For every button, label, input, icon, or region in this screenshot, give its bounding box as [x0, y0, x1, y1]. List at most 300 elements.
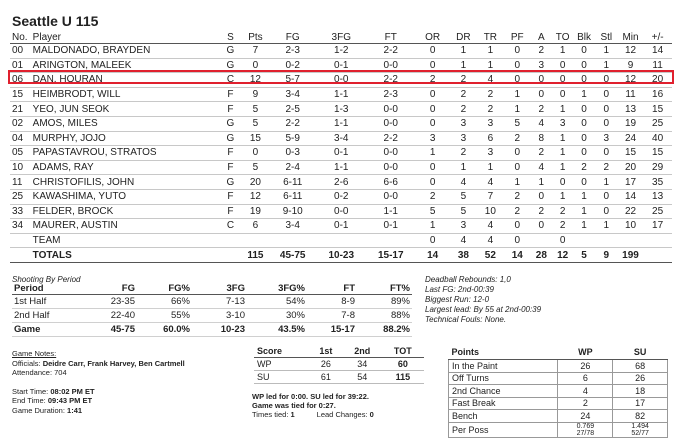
player-name: PAPASTAVROU, STRATOS: [32, 146, 219, 161]
stat-cell: 1: [477, 44, 504, 59]
per-poss-su: [613, 422, 668, 437]
stat-cell: 0-0: [366, 160, 415, 175]
stat-cell: [531, 233, 552, 248]
stat-cell: 15: [10, 87, 32, 102]
stat-cell: 0: [531, 73, 552, 88]
col-header: TR: [477, 31, 504, 44]
totals-cell: 199: [618, 248, 643, 263]
stat-cell: 2: [504, 131, 531, 146]
points-row: [449, 360, 668, 373]
stat-cell: [242, 233, 269, 248]
stat-cell: G: [219, 44, 242, 59]
stat-cell: 6-11: [269, 175, 316, 190]
stat-cell: 11: [618, 87, 643, 102]
stat-cell: 4: [450, 233, 477, 248]
stat-cell: 0: [415, 175, 449, 190]
per-poss-wp: [558, 422, 613, 437]
points-cell: 4: [558, 385, 613, 398]
stat-cell: 0: [595, 189, 618, 204]
stat-cell: 0: [552, 87, 573, 102]
stat-cell: 1: [504, 175, 531, 190]
stat-cell: 0: [504, 219, 531, 234]
points-label: Off Turns: [449, 372, 558, 385]
box-score-header-row: [10, 31, 672, 44]
points-cell: 18: [613, 385, 668, 398]
totals-cell: 28: [531, 248, 552, 263]
player-row: [10, 219, 672, 234]
stat-cell: 1: [531, 175, 552, 190]
stat-cell: 0-0: [366, 146, 415, 161]
stat-cell: 34: [10, 219, 32, 234]
stat-cell: 4: [477, 175, 504, 190]
stat-cell: 1-1: [316, 116, 366, 131]
stat-cell: 15: [643, 102, 672, 117]
shooting-cell: 88.2%: [357, 323, 412, 337]
col-header: Pts: [242, 31, 269, 44]
stat-cell: 0: [415, 58, 449, 73]
per-poss-wp-ratio: 0.769: [576, 422, 595, 430]
player-name: ADAMS, RAY: [32, 160, 219, 175]
stat-cell: 35: [643, 175, 672, 190]
stat-cell: 2-5: [269, 102, 316, 117]
lead-line-1: WP led for 0:00. SU led for 39:22.: [252, 392, 369, 401]
stat-cell: 2: [415, 73, 449, 88]
stat-cell: 1: [552, 160, 573, 175]
stat-cell: 19: [242, 204, 269, 219]
stat-cell: 5: [450, 204, 477, 219]
stat-cell: 1: [415, 219, 449, 234]
stat-cell: 0: [415, 87, 449, 102]
stat-cell: 7: [477, 189, 504, 204]
points-cell: 6: [558, 372, 613, 385]
stat-cell: 6-6: [366, 175, 415, 190]
stat-cell: 1: [552, 189, 573, 204]
team-title: Seattle U 115: [12, 13, 99, 29]
shooting-by-period-table: [12, 283, 412, 337]
stat-cell: 4: [477, 73, 504, 88]
stat-cell: 1: [595, 44, 618, 59]
stat-cell: 2: [450, 73, 477, 88]
stat-cell: 3: [450, 116, 477, 131]
stat-cell: [643, 233, 672, 248]
stat-cell: [595, 233, 618, 248]
stat-cell: 15: [643, 146, 672, 161]
stat-cell: G: [219, 175, 242, 190]
points-cell: 2: [558, 397, 613, 410]
stat-cell: 1: [552, 131, 573, 146]
col-header: 3FG: [316, 31, 366, 44]
per-poss-su-ratio: 1.494: [631, 422, 649, 430]
stat-cell: 1: [573, 189, 594, 204]
totals-cell: 38: [450, 248, 477, 263]
player-row: [10, 204, 672, 219]
stat-cell: 0: [415, 160, 449, 175]
stat-cell: 0-0: [366, 58, 415, 73]
totals-cell: [643, 248, 672, 263]
col-header: Player: [32, 31, 219, 44]
player-row: [10, 87, 672, 102]
stat-cell: 0-0: [366, 189, 415, 204]
stat-cell: 0: [573, 175, 594, 190]
start-time-line: [12, 387, 185, 397]
col-header: Blk: [573, 31, 594, 44]
stat-cell: 12: [618, 44, 643, 59]
col-header: 2nd: [343, 345, 382, 358]
stat-cell: 0-1: [316, 58, 366, 73]
stat-cell: C: [219, 73, 242, 88]
stat-cell: 2-2: [366, 44, 415, 59]
stat-cell: 0: [242, 146, 269, 161]
stat-cell: 1: [595, 58, 618, 73]
col-header: FG%: [137, 283, 192, 295]
stat-cell: 4: [477, 219, 504, 234]
stat-cell: 5: [450, 189, 477, 204]
totals-cell: 12: [552, 248, 573, 263]
stat-cell: 9: [242, 87, 269, 102]
stat-cell: F: [219, 146, 242, 161]
stat-cell: [316, 233, 366, 248]
stat-cell: F: [219, 87, 242, 102]
stat-cell: 2: [595, 160, 618, 175]
stat-cell: 0: [504, 58, 531, 73]
stat-cell: 2: [531, 102, 552, 117]
stat-cell: 12: [618, 73, 643, 88]
stat-cell: F: [219, 204, 242, 219]
col-header: Min: [618, 31, 643, 44]
stat-cell: 2: [552, 204, 573, 219]
stat-cell: 05: [10, 146, 32, 161]
score-by-half-table: [254, 345, 424, 384]
player-row: [10, 44, 672, 59]
points-label: Fast Break: [449, 397, 558, 410]
col-header: Stl: [595, 31, 618, 44]
player-name: KAWASHIMA, YUTO: [32, 189, 219, 204]
points-label: In the Paint: [449, 360, 558, 373]
stat-cell: 1: [477, 58, 504, 73]
last-fg: Last FG: 2nd-00:39: [425, 285, 494, 294]
per-poss-label: Per Poss: [449, 422, 558, 437]
stat-cell: 10: [618, 219, 643, 234]
stat-cell: 1: [450, 160, 477, 175]
shooting-cell: 60.0%: [137, 323, 192, 337]
stat-cell: 0: [595, 102, 618, 117]
player-row: [10, 131, 672, 146]
points-label: 2nd Chance: [449, 385, 558, 398]
stat-cell: 20: [242, 175, 269, 190]
stat-cell: 1: [552, 146, 573, 161]
col-header: SU: [613, 345, 668, 360]
stat-cell: 0: [504, 160, 531, 175]
stat-cell: 16: [643, 87, 672, 102]
stat-cell: 3: [477, 116, 504, 131]
shooting-cell: 30%: [247, 309, 307, 323]
score-header-row: [254, 345, 424, 358]
stat-cell: 12: [242, 189, 269, 204]
stat-cell: 3: [595, 131, 618, 146]
stat-cell: 2: [450, 102, 477, 117]
stat-cell: 8: [531, 131, 552, 146]
totals-cell: [10, 248, 32, 263]
highlight-box: [8, 70, 674, 84]
totals-cell: 15-17: [366, 248, 415, 263]
shooting-row: [12, 295, 412, 309]
lead-changes-label: Lead Changes:: [316, 410, 368, 419]
stat-cell: 3: [531, 58, 552, 73]
score-cell: 34: [343, 358, 382, 371]
stat-cell: 0: [504, 233, 531, 248]
stat-cell: 3: [450, 219, 477, 234]
totals-cell: 14: [415, 248, 449, 263]
stat-cell: 19: [618, 116, 643, 131]
score-cell: 54: [343, 371, 382, 384]
stat-cell: 2: [477, 102, 504, 117]
box-score-table: [10, 31, 672, 263]
stat-cell: F: [219, 102, 242, 117]
col-header: TOT: [382, 345, 424, 358]
attendance: Attendance: 704: [12, 368, 67, 377]
stat-cell: 4: [477, 233, 504, 248]
shooting-cell: Game: [12, 323, 82, 337]
stat-cell: G: [219, 58, 242, 73]
stat-cell: 00: [10, 44, 32, 59]
stat-cell: 1-1: [316, 87, 366, 102]
stat-cell: 1: [595, 219, 618, 234]
shooting-cell: 15-17: [307, 323, 357, 337]
ties-line: [252, 410, 374, 419]
stat-cell: 0-0: [316, 73, 366, 88]
stat-cell: 0: [415, 102, 449, 117]
stat-cell: 02: [10, 116, 32, 131]
col-header: 3FG%: [247, 283, 307, 295]
stat-cell: 3: [552, 116, 573, 131]
stat-cell: 2-3: [366, 87, 415, 102]
game-notes: [12, 349, 185, 415]
stat-cell: 2-6: [316, 175, 366, 190]
stat-cell: 1-2: [316, 44, 366, 59]
totals-cell: 14: [504, 248, 531, 263]
score-cell: 26: [309, 358, 343, 371]
points-cell: 26: [558, 360, 613, 373]
col-header: Points: [449, 345, 558, 360]
stat-cell: 20: [643, 73, 672, 88]
shooting-by-period-title: Shooting By Period: [12, 275, 81, 284]
stat-cell: 13: [618, 102, 643, 117]
player-name: MURPHY, JOJO: [32, 131, 219, 146]
stat-cell: 25: [10, 189, 32, 204]
stat-cell: 0: [552, 233, 573, 248]
stat-cell: 2-2: [366, 73, 415, 88]
lead-notes: [252, 392, 374, 419]
stat-cell: 06: [10, 73, 32, 88]
stat-cell: 1: [477, 160, 504, 175]
player-row: [10, 160, 672, 175]
col-header: FT: [307, 283, 357, 295]
stat-cell: 01: [10, 58, 32, 73]
stat-cell: 1: [552, 102, 573, 117]
lead-line-2: Game was tied for 0:27.: [252, 401, 336, 410]
player-name: TEAM: [32, 233, 219, 248]
stat-cell: [10, 233, 32, 248]
player-name: FELDER, BROCK: [32, 204, 219, 219]
col-header: FG: [82, 283, 137, 295]
col-header: +/-: [643, 31, 672, 44]
stat-cell: 5: [242, 160, 269, 175]
stat-cell: 15: [618, 146, 643, 161]
end-time-line: [12, 396, 185, 406]
end-time-label: End Time:: [12, 396, 46, 405]
stat-cell: 0: [595, 146, 618, 161]
stat-cell: 0: [573, 146, 594, 161]
score-total: 115: [382, 371, 424, 384]
stat-cell: 4: [531, 116, 552, 131]
points-cell: 26: [613, 372, 668, 385]
stat-cell: 0: [595, 204, 618, 219]
stat-cell: 04: [10, 131, 32, 146]
stat-cell: 2: [531, 146, 552, 161]
stat-cell: 2: [504, 204, 531, 219]
player-name: AMOS, MILES: [32, 116, 219, 131]
stat-cell: 5-9: [269, 131, 316, 146]
stat-cell: 3-4: [316, 131, 366, 146]
officials-label: Officials:: [12, 358, 41, 368]
stat-cell: 5-7: [269, 73, 316, 88]
stat-cell: 22: [618, 204, 643, 219]
duration-line: [12, 406, 185, 416]
stat-cell: 1: [595, 175, 618, 190]
score-team: WP: [254, 358, 309, 371]
stat-cell: 10: [10, 160, 32, 175]
shooting-cell: 8-9: [307, 295, 357, 309]
stat-cell: 14: [643, 44, 672, 59]
duration: 1:41: [67, 405, 83, 415]
col-header: DR: [450, 31, 477, 44]
technical-fouls: Technical Fouls: None.: [425, 315, 507, 324]
per-poss-wp-count: 27/78: [576, 429, 595, 437]
score-row-wp: [254, 358, 424, 371]
shooting-cell: 54%: [247, 295, 307, 309]
shooting-cell: 89%: [357, 295, 412, 309]
totals-cell: 9: [595, 248, 618, 263]
stat-cell: 1: [573, 204, 594, 219]
stat-cell: 3-4: [269, 219, 316, 234]
shooting-cell: 3-10: [192, 309, 247, 323]
stat-cell: 1: [415, 146, 449, 161]
duration-label: Game Duration:: [12, 405, 65, 415]
stat-cell: 9: [618, 58, 643, 73]
shooting-header-row: [12, 283, 412, 295]
ties-value: 1: [290, 410, 295, 419]
player-name: CHRISTOFILIS, JOHN: [32, 175, 219, 190]
stat-cell: 1: [552, 44, 573, 59]
stat-cell: 5: [242, 116, 269, 131]
points-cell: 17: [613, 397, 668, 410]
points-header-row: [449, 345, 668, 360]
shooting-cell: 43.5%: [247, 323, 307, 337]
totals-label: TOTALS: [32, 248, 219, 263]
stat-cell: 29: [643, 160, 672, 175]
stat-cell: 2: [504, 189, 531, 204]
stat-cell: 2-3: [269, 44, 316, 59]
shooting-cell: 10-23: [192, 323, 247, 337]
stat-cell: 2: [531, 44, 552, 59]
points-row: [449, 385, 668, 398]
stat-cell: [573, 233, 594, 248]
start-time: 08:02 PM ET: [50, 386, 95, 396]
player-name: YEO, JUN SEOK: [32, 102, 219, 117]
score-total: 60: [382, 358, 424, 371]
stat-cell: 0: [242, 58, 269, 73]
player-row: [10, 102, 672, 117]
officials-line: [12, 359, 185, 369]
stat-cell: 0: [573, 102, 594, 117]
stat-cell: 0-0: [316, 204, 366, 219]
points-breakdown-table: [448, 345, 668, 438]
stat-cell: 0: [531, 219, 552, 234]
col-header: FT: [366, 31, 415, 44]
points-label: Bench: [449, 410, 558, 423]
stat-cell: 0: [573, 73, 594, 88]
stat-cell: 1: [573, 87, 594, 102]
stat-cell: 13: [643, 189, 672, 204]
stat-cell: 2-4: [269, 160, 316, 175]
col-header: FT%: [357, 283, 412, 295]
stat-cell: 2: [573, 160, 594, 175]
stat-cell: 0: [552, 175, 573, 190]
lead-changes-value: 0: [369, 410, 374, 419]
stat-cell: 17: [618, 175, 643, 190]
stat-cell: 12: [242, 73, 269, 88]
stat-cell: 11: [10, 175, 32, 190]
points-cell: 82: [613, 410, 668, 423]
points-row: [449, 410, 668, 423]
stat-cell: 6: [242, 219, 269, 234]
shooting-cell: 23-35: [82, 295, 137, 309]
player-row: [10, 116, 672, 131]
stat-cell: 40: [643, 131, 672, 146]
player-name: HEIMBRODT, WILL: [32, 87, 219, 102]
stat-cell: 0: [595, 73, 618, 88]
points-row: [449, 397, 668, 410]
score-team: SU: [254, 371, 309, 384]
stat-cell: C: [219, 219, 242, 234]
col-header: Period: [12, 283, 82, 295]
stat-cell: 0: [573, 58, 594, 73]
col-header: No.: [10, 31, 32, 44]
col-header: PF: [504, 31, 531, 44]
stat-cell: 24: [618, 131, 643, 146]
stat-cell: 25: [643, 204, 672, 219]
stat-cell: F: [219, 160, 242, 175]
stat-cell: 0: [595, 116, 618, 131]
stat-cell: 7: [242, 44, 269, 59]
player-row: [10, 189, 672, 204]
stat-cell: 0: [504, 73, 531, 88]
stat-cell: 25: [643, 116, 672, 131]
stat-cell: 0-0: [366, 116, 415, 131]
player-name: MAURER, AUSTIN: [32, 219, 219, 234]
stat-cell: 21: [10, 102, 32, 117]
col-header: Score: [254, 345, 309, 358]
col-header: WP: [558, 345, 613, 360]
stat-cell: 17: [643, 219, 672, 234]
start-time-label: Start Time:: [12, 386, 49, 396]
misc-stats: [425, 275, 541, 325]
stat-cell: 0: [552, 73, 573, 88]
deadball-rebounds: Deadball Rebounds: 1,0: [425, 275, 511, 284]
shooting-cell: 88%: [357, 309, 412, 323]
player-name: MALDONADO, BRAYDEN: [32, 44, 219, 59]
end-time: 09:43 PM ET: [47, 396, 93, 405]
